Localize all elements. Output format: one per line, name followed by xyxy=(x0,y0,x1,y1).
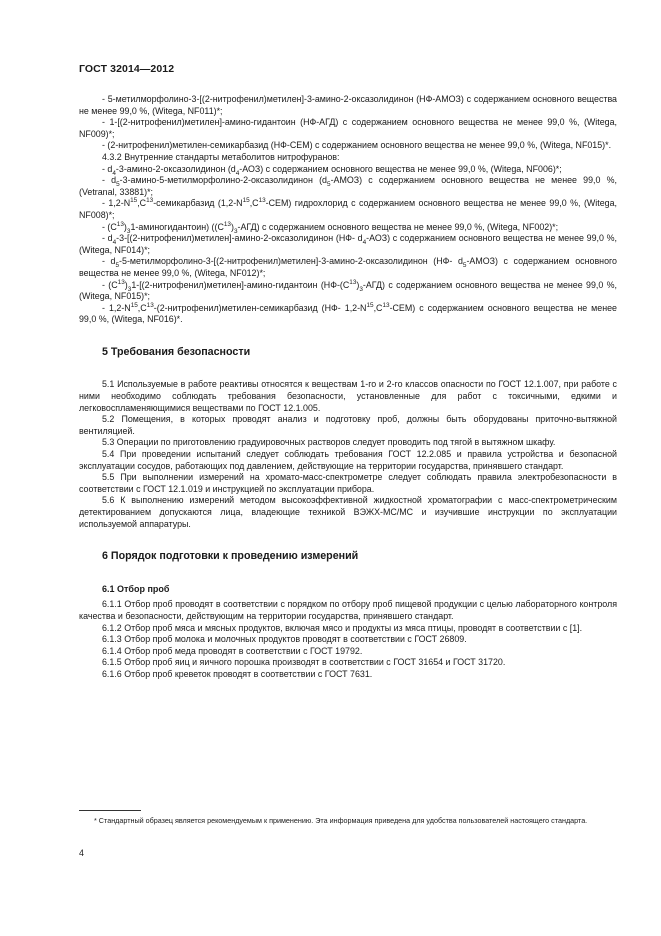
section-5-paragraph: 5.4 При проведении испытаний следует соблюдать требования ГОСТ 12.2.085 и правила устройства и безопасной эксплуатации сосудов, работающих под давлением, действующие на территории государства, принявшего стандарт. xyxy=(79,449,617,471)
list-item: - $1,2-N^{15},C^{13}$-семикарбазид $(1,2-N^{15},C^{13}-СЕМ)$ гидрохлорид с содержанием основного вещества не менее 99,0 %, (Witega, NF008)*; xyxy=(79,197,617,220)
list-item: - $1,2-N^{15},C^{13}-(2-нитрофенил)метилен$-семикарбазид (НФ- $1,2-N^{15},C^{13}-СЕМ$) с содержанием основного вещества не менее 99,0 %, (Witega, NF016)*. xyxy=(79,301,617,325)
section-5-paragraph: 5.1 Используемые в работе реактивы относятся к веществам 1-го и 2-го классов опасности по ГОСТ 12.1.007, при работе с ними необходимо соблюдать требования безопасности, установленные для работ с токсичными, едкими и легковоспламеняющимися веществами по ГОСТ 12.1.005. xyxy=(79,379,617,413)
section-5-paragraph: 5.6 К выполнению измерений методом высокоэффективной жидкостной хроматографии с масс-спектрометрическим детектированием допускаются лица, владеющие техникой ВЭЖХ-МС/МС и изучившие инструкции по эксплуатации используемой аппаратуры. xyxy=(79,495,617,529)
list-item: - $(C^{13})_31-аминогидантоин$) $((C^{13})_3-АГД)$ с содержанием основного вещества не менее 99,0 %, (Witega, NF002)*; xyxy=(102,220,559,235)
section-5-paragraph: 5.2 Помещения, в которых проводят анализ и подготовку проб, должны быть оборудованы приточно-вытяжной вентиляцией. xyxy=(79,414,617,436)
list-item: - (2-нитрофенил)метилен-семикарбазид (НФ-СЕМ) с содержанием основного вещества не менее 99,0 %, (Witega, NF015)*. xyxy=(102,140,612,151)
list-item: - 5-метилморфолино-3-[(2-нитрофенил)метилен]-3-амино-2-оксазолидинон (НФ-АМОЗ) с содержанием основного вещества не менее 99,0 %, (Witega, NF011)*; xyxy=(79,94,617,116)
footnote: * Стандартный образец является рекомендуемым к применению. Эта информация приведена для удобства пользователей настоящего стандарта. xyxy=(94,816,588,825)
section-6-paragraph: 6.1.6 Отбор проб креветок проводят в соответствии с ГОСТ 7631. xyxy=(102,668,373,679)
list-item: - $d_4-3-амино-2$-оксазолидинон $(d_4-АОЗ)$ с содержанием основного вещества не менее 99,0 %, (Witega, NF006)*; xyxy=(102,163,562,177)
list-item: - $d_4-3-[(2-нитрофенил)метилен]-амино-2$-оксазолидинон (НФ- $d_4-АОЗ$) с содержанием основного вещества не менее 99,0 %, (Witega, NF014)*; xyxy=(79,233,618,255)
section-6-paragraph: 6.1.4 Отбор проб меда проводят в соответствии с ГОСТ 19792. xyxy=(102,645,363,656)
section-6-title: 6 Порядок подготовки к проведению измерений xyxy=(102,550,359,563)
section-5-paragraph: 5.3 Операции по приготовлению градуировочных растворов следует проводить под тягой в вытяжном шкафу. xyxy=(102,437,556,448)
section-5-title: 5 Требования безопасности xyxy=(102,345,251,358)
list-item: - $d_5-3-амино-5-метилморфолино-2$-оксазолидинон $(d_5-АМОЗ)$ с содержанием основного вещества не менее 99,0 %, (Vetranal, 33881)*; xyxy=(79,175,618,197)
document-body xyxy=(79,94,617,681)
section-5-paragraph: 5.5 При выполнении измерений на хромато-масс-спектрометре следует соблюдать правила электробезопасности в соответствии с ГОСТ 12.1.019 и инструкцией по эксплуатации прибора. xyxy=(79,472,617,494)
page-header: ГОСТ 32014—2012 xyxy=(79,63,175,75)
section-6-paragraph: 6.1.2 Отбор проб мяса и мясных продуктов, включая мясо и продукты из мяса птицы, проводят в соответствии с [1]. xyxy=(102,622,583,633)
footnote-divider xyxy=(79,810,141,811)
page-number: 4 xyxy=(79,848,84,858)
list-item: - $d_5-5-метилморфолино-3-[(2-нитрофенил)метилен]-3-амино-2$-оксазолидинон (НФ- $d_5-АМОЗ$) с содержанием основного вещества не менее 99,0 %, (Witega, NF012)*; xyxy=(79,256,617,278)
section-6-paragraph: 6.1.5 Отбор проб яиц и яичного порошка производят в соответствии с ГОСТ 31654 и ГОСТ 31720. xyxy=(102,657,506,668)
list-item: - $(C^{13})_31-[(2-нитрофенил)метилен]-амино$-гидантоин $(НФ-(C^{13})_3-АГД)$ с содержанием основного вещества не менее 99,0 %, (Witega, NF015)*; xyxy=(79,278,617,302)
subsection-6-1-title: 6.1 Отбор проб xyxy=(102,583,170,594)
section-6-paragraph: 6.1.1 Отбор проб проводят в соответствии с порядком по отбору проб пищевой продукции с целью лабораторного контроля качества и безопасности, действующим на территории государства, принявшего стандарт. xyxy=(79,599,617,621)
list-item: - 1-[(2-нитрофенил)метилен]-амино-гидантоин (НФ-АГД) с содержанием основного вещества не менее 99,0 %, (Witega, NF009)*; xyxy=(79,117,617,139)
subclause-4-3-2: 4.3.2 Внутренние стандарты метаболитов нитрофуранов: xyxy=(102,151,340,162)
section-6-paragraph: 6.1.3 Отбор проб молока и молочных продуктов проводят в соответствии с ГОСТ 26809. xyxy=(102,634,467,645)
